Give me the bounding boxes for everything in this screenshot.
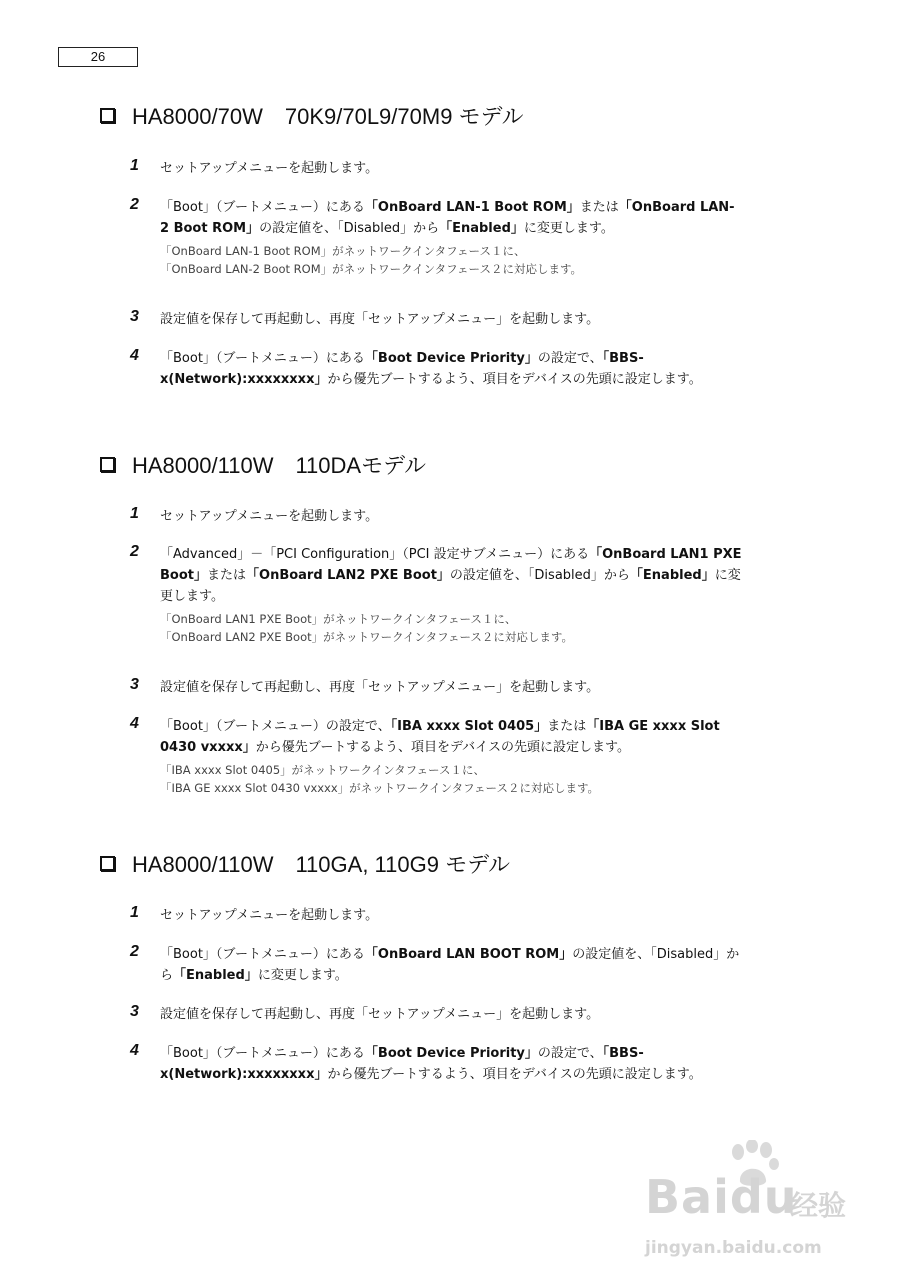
text-span: から優先ブートするよう、項目をデバイスの先頭に設定します。 bbox=[327, 1067, 702, 1082]
section-110da bbox=[100, 449, 760, 795]
text-span: から優先ブートするよう、項目をデバイスの先頭に設定します。 bbox=[255, 740, 631, 755]
bold-option: 「Boot Device Priority」 bbox=[364, 351, 538, 366]
step-number: 3 bbox=[130, 676, 139, 693]
watermark-logo: Baidu bbox=[645, 1170, 798, 1224]
step-text: 設定値を保存して再起動し、再度「セットアップメニュー」を起動します。 bbox=[160, 1007, 600, 1022]
step-text bbox=[160, 197, 742, 278]
text-span: の設定値を、「Disabled」から bbox=[259, 221, 440, 236]
step-number: 4 bbox=[130, 1042, 139, 1059]
note bbox=[160, 242, 742, 278]
bold-option: 「Boot Device Priority」 bbox=[364, 1046, 538, 1061]
watermark-url: jingyan.baidu.com bbox=[645, 1238, 822, 1258]
step-number: 1 bbox=[130, 157, 139, 174]
bold-option: 「Enabled」 bbox=[173, 968, 258, 983]
bold-option: 「IBA xxxx Slot 0405」 bbox=[390, 719, 548, 734]
step-text bbox=[160, 1043, 742, 1085]
section-heading bbox=[100, 848, 760, 878]
bold-option: 「OnBoard LAN-1 Boot ROM」 bbox=[364, 200, 580, 215]
section-title: HA8000/70W 70K9/70L9/70M9 モデル bbox=[132, 103, 524, 129]
section-heading bbox=[100, 449, 760, 479]
step-number: 4 bbox=[130, 347, 139, 364]
note-line: 「OnBoard LAN-1 Boot ROM」がネットワークインタフェース１に、 bbox=[160, 244, 526, 258]
text-span: の設定値を、「Disabled」から bbox=[160, 947, 740, 983]
bold-option: 「OnBoard LAN1 PXE Boot」 bbox=[160, 547, 742, 583]
step-text: セットアップメニューを起動します。 bbox=[160, 161, 379, 176]
text-span: 「Boot」（ブートメニュー）にある bbox=[160, 200, 365, 215]
step-text: セットアップメニューを起動します。 bbox=[160, 509, 379, 524]
step-text: 設定値を保存して再起動し、再度「セットアップメニュー」を起動します。 bbox=[160, 680, 600, 695]
bold-option: 「Enabled」 bbox=[629, 568, 715, 583]
text-span: から優先ブートするよう、項目をデバイスの先頭に設定します。 bbox=[327, 372, 702, 387]
baidu-jingyan-watermark bbox=[640, 1140, 880, 1275]
step-text bbox=[160, 944, 742, 986]
checkbox-bullet-icon bbox=[100, 108, 115, 123]
text-span: 「Boot」（ブートメニュー）にある bbox=[160, 947, 365, 962]
checkbox-bullet-icon bbox=[100, 856, 115, 871]
step-number: 4 bbox=[130, 715, 139, 732]
step-number: 1 bbox=[130, 505, 139, 522]
step-number: 2 bbox=[130, 543, 139, 560]
page-number: 26 bbox=[58, 47, 138, 67]
bold-option: 「BBS-x(Network):xxxxxxxx」 bbox=[160, 351, 644, 387]
note bbox=[160, 761, 742, 797]
bold-option: 「Enabled」 bbox=[439, 221, 524, 236]
watermark-chinese: 经验 bbox=[790, 1189, 847, 1222]
step-number: 3 bbox=[130, 1003, 139, 1020]
text-span: の設定で、 bbox=[537, 351, 603, 366]
text-span: に変更します。 bbox=[160, 568, 741, 604]
bold-option: 「OnBoard LAN BOOT ROM」 bbox=[364, 947, 573, 962]
step-number: 2 bbox=[130, 943, 139, 960]
note bbox=[160, 610, 742, 646]
note-line: 「IBA GE xxxx Slot 0430 vxxxx」がネットワークインタフェース２に対応します。 bbox=[160, 781, 600, 795]
step-text bbox=[160, 544, 742, 646]
step-number: 1 bbox=[130, 904, 139, 921]
section-70w bbox=[100, 100, 760, 387]
bold-option: 「IBA GE xxxx Slot 0430 vxxxx」 bbox=[160, 719, 720, 755]
text-span: の設定値を、「Disabled」から bbox=[449, 568, 630, 583]
bold-option: 「BBS-x(Network):xxxxxxxx」 bbox=[160, 1046, 644, 1082]
step-text: セットアップメニューを起動します。 bbox=[160, 908, 379, 923]
checkbox-bullet-icon bbox=[100, 457, 115, 472]
text-span: に変更します。 bbox=[523, 221, 614, 236]
note-line: 「IBA xxxx Slot 0405」がネットワークインタフェース１に、 bbox=[160, 763, 485, 777]
section-110ga bbox=[100, 848, 760, 1082]
text-span: に変更します。 bbox=[257, 968, 348, 983]
note-line: 「OnBoard LAN2 PXE Boot」がネットワークインタフェース２に対応します。 bbox=[160, 630, 574, 644]
text-span: 「Advanced」－「PCI Configuration」（PCI 設定サブメニュー）にある bbox=[160, 547, 590, 562]
note-line: 「OnBoard LAN1 PXE Boot」がネットワークインタフェース１に、 bbox=[160, 612, 517, 626]
step-number: 3 bbox=[130, 308, 139, 325]
step-number: 2 bbox=[130, 196, 139, 213]
step-text: 設定値を保存して再起動し、再度「セットアップメニュー」を起動します。 bbox=[160, 312, 600, 327]
bold-option: 「OnBoard LAN-2 Boot ROM」 bbox=[160, 200, 735, 236]
step-text bbox=[160, 348, 742, 390]
text-span: または bbox=[579, 200, 619, 215]
section-title: HA8000/110W 110DAモデル bbox=[132, 452, 426, 478]
section-title: HA8000/110W 110GA, 110G9 モデル bbox=[132, 851, 510, 877]
text-span: の設定で、 bbox=[537, 1046, 603, 1061]
text-span: 「Boot」（ブートメニュー）の設定で、 bbox=[160, 719, 391, 734]
bold-option: 「OnBoard LAN2 PXE Boot」 bbox=[246, 568, 450, 583]
text-span: 「Boot」（ブートメニュー）にある bbox=[160, 1046, 365, 1061]
text-span: 「Boot」（ブートメニュー）にある bbox=[160, 351, 365, 366]
text-span: または bbox=[207, 568, 247, 583]
step-text bbox=[160, 716, 742, 797]
section-heading bbox=[100, 100, 760, 130]
note-line: 「OnBoard LAN-2 Boot ROM」がネットワークインタフェース２に対応します。 bbox=[160, 262, 583, 276]
text-span: または bbox=[547, 719, 587, 734]
